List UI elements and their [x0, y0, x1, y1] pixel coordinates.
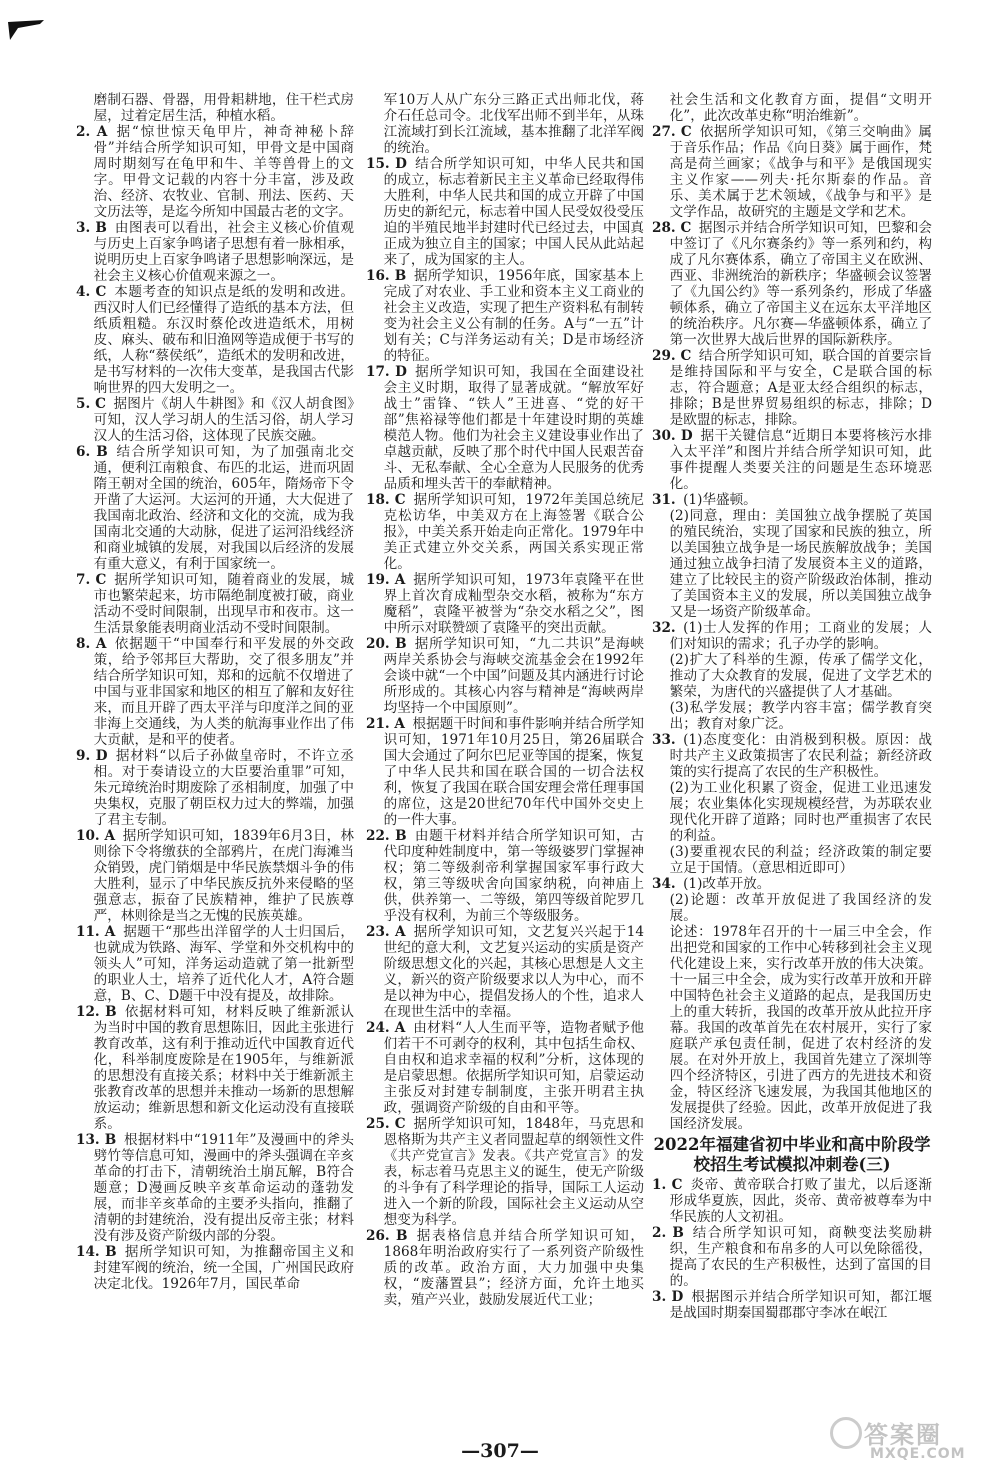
answer-item: [652, 1177, 932, 1225]
column-3: [652, 92, 932, 1321]
answer-label: 22. B: [366, 828, 407, 844]
answer-text: 依据材料可知，材料反映了维新派认为当时中国的教育思想陈旧，因此主张进行教育改革，这有利于推动近代中国教育近代化，科举制度废除是在1905年，与维新派的思想没有直接关系；材料中关于维新派主张教育改革的思想并未推动一场新的思想解放运动；维新思想和新文化运动没有直接联系。: [93, 1004, 355, 1132]
answer-text: 由图表可以看出，社会主义核心价值观与历史上百家争鸣诸子思想有着一脉相承，说明历史上百家争鸣诸子思想影响深远，是社会主义核心价值观来源之一。: [93, 220, 354, 284]
answer-item: [652, 876, 932, 892]
answer-item: [366, 636, 644, 716]
answer-text: 结合所学知识可知，中华人民共和国的成立，标志着新民主主义革命已经取得伟大胜利，中华人民共和国的成立开辟了中国历史的新纪元，标志着中国人民受奴役受压迫的半殖民地半封建时代已经过去，中国真正成为独立自主的国家；中国人民从此站起来了，成为国家的主人。: [383, 156, 645, 268]
answer-text: (1)士人发挥的作用；工商业的发展；人们对知识的需求；孔子办学的影响。: [669, 620, 932, 652]
watermark-logo: [830, 1415, 990, 1465]
answer-text: 根据题干时间和事件影响并结合所学知识可知，1971年10月25日，第26届联合国大会通过了阿尔巴尼亚等国的提案，恢复了中华人民共和国在联合国的一切合法权利，恢复了我国在联合国安理会常任理事国的席位，这是20世纪70年代中国外交史上的一件大事。: [383, 716, 645, 828]
answer-label: 32.: [652, 620, 676, 636]
answer-label: 19. A: [366, 572, 406, 588]
answer-text: 由材料“人人生而平等，造物者赋予他们若干不可剥夺的权利，其中包括生命权、自由权和追求幸福的权利”分析，这体现的是启蒙思想。依据所学知识可知，启蒙运动主张反对封建专制制度，主张开明君主执政，强调资产阶级的自由和平等。: [383, 1020, 644, 1116]
answer-text: 据所学知识可知，随着商业的发展，城市也繁荣起来，坊市隔绝制度被打破，商业活动不受时间限制，出现早市和夜市。这一生活景象能表明商业活动不受时间限制。: [93, 572, 354, 636]
answer-item: [76, 1004, 354, 1132]
answer-text: 据图片《胡人牛耕图》和《汉人胡食图》可知，汉人学习胡人的生活习俗，胡人学习汉人的生活习俗，这体现了民族交融。: [93, 396, 354, 444]
answer-item: [366, 716, 644, 828]
answer-label: 4. C: [76, 284, 107, 300]
answer-text: 据材料“以后子孙做皇帝时，不许立丞相。对于奏请设立的大臣要治重罪”可知，朱元璋统治时期废除了丞相制度，加强了中央集权，克服了朝臣权力过大的弊端，加强了君主专制。: [93, 748, 355, 828]
answer-label: 8. A: [76, 636, 107, 652]
column-1: [76, 92, 354, 1292]
watermark-brand: 答案圈: [864, 1421, 942, 1449]
answer-item: [652, 620, 932, 652]
answer-label: 34.: [652, 876, 676, 892]
answer-label: 14. B: [76, 1244, 117, 1260]
answer-subpart: (2)论题：改革开放促进了我国经济的发展。: [669, 892, 932, 924]
answer-label: 6. B: [76, 444, 108, 460]
answer-item: [366, 572, 644, 636]
answer-label: 5. C: [76, 396, 106, 412]
watermark-circle-icon: [830, 1417, 862, 1449]
answer-text: 依据题干“中国奉行和平发展的外交政策，给予邻邦巨大帮助，交了很多朋友”并结合所学知识可知，郑和的远航不仅增进了中国与亚非国家和地区的相互了解和友好往来，而且开辟了西太平洋与印度洋之间的亚非海上交通线，为人类的航海事业作出了伟大贡献，是和平的使者。: [93, 636, 354, 748]
answer-label: 27. C: [652, 124, 692, 140]
answer-label: 16. B: [366, 268, 407, 284]
answer-item: [76, 1244, 354, 1292]
answer-subpart: (2)扩大了科举的生源，传承了儒学文化，推动了大众教育的发展，促进了文学艺术的繁荣，为唐代的兴盛提供了人才基础。: [669, 652, 932, 700]
answer-text: 据所学知识可知，1973年袁隆平在世界上首次育成籼型杂交水稻，被称为“东方魔稻”，袁隆平被誉为“杂交水稻之父”，图中所示对联赞颂了袁隆平的突出贡献。: [383, 572, 644, 636]
answer-item: [76, 924, 354, 1004]
answer-label: 7. C: [76, 572, 107, 588]
answer-label: 17. D: [366, 364, 407, 380]
answer-label: 2. B: [652, 1225, 684, 1241]
answer-text: (1)华盛顿。: [683, 492, 757, 508]
answer-item: [652, 348, 932, 428]
answer-text: 据所学知识可知，文艺复兴兴起于14世纪的意大利，文艺复兴运动的实质是资产阶级思想文化的兴起，其核心思想是人文主义，新兴的资产阶级要求以人为中心，而不是以神为中心，提倡发扬人的个性，追求人在现世生活中的幸福。: [383, 924, 644, 1020]
answer-label: 33.: [652, 732, 676, 748]
answer-item: [76, 748, 354, 828]
answer-item: [366, 1228, 644, 1308]
answer-item: [76, 284, 354, 396]
answer-text: 据所学知识可知，1839年6月3日，林则徐下令将缴获的全部鸦片，在虎门海滩当众销毁，虎门销烟是中华民族禁烟斗争的伟大胜利，显示了中华民族反抗外来侵略的坚强意志，振奋了民族精神，维护了民族尊严，林则徐是当之无愧的民族英雄。: [93, 828, 354, 924]
answer-item: [366, 268, 644, 364]
answer-item: [652, 220, 932, 348]
answer-item: [76, 220, 354, 284]
answer-item: [76, 396, 354, 444]
answer-text: 炎帝、黄帝联合打败了蚩尤，以后逐渐形成华夏族，因此，炎帝、黄帝被尊奉为中华民族的人文初祖。: [669, 1177, 933, 1225]
answer-text: 据“惊世惊天龟甲片，神奇神秘卜辞骨”并结合所学知识可知，甲骨文是中国商周时期刻写在龟甲和牛、羊等兽骨上的文字。甲骨文记载的内容十分丰富，涉及政治、经济、农牧业、官制、刑法、医药、天文历法等，是迄今所知中国最古老的文字。: [93, 124, 354, 220]
answer-subpart: (3)要重视农民的利益；经济政策的制定要立足于国情。（意思相近即可）: [669, 844, 932, 876]
answer-item: [652, 428, 932, 492]
answer-label: 11. A: [76, 924, 116, 940]
answer-text: 据所学知识可知，1972年美国总统尼克松访华，中美双方在上海签署《联合公报》，中美关系开始走向正常化。1979年中美正式建立外交关系，两国关系实现正常化。: [383, 492, 644, 572]
answer-subpart: (3)私学发展；教学内容丰富；儒学教育突出；教育对象广泛。: [669, 700, 932, 732]
answer-text: 据所学知识可知，我国在全面建设社会主义时期，取得了显著成就。“解放军好战士”雷锋、“铁人”王进喜、“党的好干部”焦裕禄等他们都是十年建设时期的英雄模范人物。他们为社会主义建设事业作出了卓越贡献，反映了那个时代中国人民艰苦奋斗、无私奉献、全心全意为人民服务的优秀品质和埋头苦干的奉献精神。: [383, 364, 645, 492]
answer-item: [366, 1116, 644, 1228]
answer-label: 18. C: [366, 492, 406, 508]
answer-label: 20. B: [366, 636, 407, 652]
answer-item: [652, 492, 932, 508]
answer-item: [76, 572, 354, 636]
continued-text: 军10万人从广东分三路正式出师北伐，蒋介石任总司令。北伐军出师不到半年，从珠江流域打到长江流域，基本推翻了北洋军阀的统治。: [383, 92, 644, 156]
answer-label: 30. D: [652, 428, 693, 444]
continued-text: 磨制石器、骨器，用骨耜耕地，住干栏式房屋，过着定居生活，种植水稻。: [93, 92, 354, 124]
answer-text: 据所学知识可知，1848年，马克思和恩格斯为共产主义者同盟起草的纲领性文件《共产党宣言》发表。《共产党宣言》的发表，标志着马克思主义的诞生，使无产阶级的斗争有了科学理论的指导，国际工人运动进入一个新的阶段，国际社会主义运动从空想变为科学。: [383, 1116, 644, 1228]
answer-text: 据图示并结合所学知识可知，巴黎和会中签订了《凡尔赛条约》等一系列和约，构成了凡尔赛体系，确立了帝国主义在欧洲、西亚、非洲统治的新秩序；华盛顿会议签署了《九国公约》等一系列条约，形成了华盛顿体系，确立了帝国主义在远东太平洋地区的统治秩序。凡尔赛—华盛顿体系，确立了第一次世界大战后世界的国际新秩序。: [669, 220, 932, 348]
answer-label: 2. A: [76, 124, 108, 140]
answer-text: 结合所学知识可知，商鞅变法奖励耕织，生产粮食和布帛多的人可以免除徭役，提高了农民的生产积极性，达到了富国的目的。: [669, 1225, 933, 1289]
answer-item: [652, 732, 932, 780]
answer-text: 据干关键信息“近期日本要将核污水排入太平洋”和图片并结合所学知识可知，此事件提醒人类要关注的问题是生态环境恶化。: [669, 428, 933, 492]
answer-text: 本题考查的知识点是纸的发明和改进。西汉时人们已经懂得了造纸的基本方法，但纸质粗糙。东汉时蔡伦改进造纸术，用树皮、麻头、破布和旧渔网等造成便于书写的纸，人称“蔡侯纸”，造纸术的发明和改进，是书写材料的一次伟大变革，是我国古代影响世界的四大发明之一。: [93, 284, 354, 396]
answer-label: 23. A: [366, 924, 406, 940]
answer-text: 结合所学知识可知，为了加强南北交通，便利江南粮食、布匹的北运，进而巩固隋王朝对全国的统治，605年，隋炀帝下令开凿了大运河。大运河的开通，大大促进了我国南北政治、经济和文化的交流，成为我国南北交通的大动脉，促进了运河沿线经济和商业城镇的发展，对我国以后经济的发展有重大意义，有利于国家统一。: [93, 444, 354, 572]
answer-label: 1. C: [652, 1177, 683, 1193]
answer-text: 据题干“那些出洋留学的人士归国后，也就成为铁路、海军、学堂和外交机构中的领头人”可知，洋务运动造就了第一批新型的职业人士，培养了近代化人才，A符合题意，B、C、D题干中没有提及，故排除。: [93, 924, 354, 1004]
answer-text: (1)改革开放。: [683, 876, 771, 892]
answer-subpart: (2)为工业化积累了资金，促进工业迅速发展；农业集体化实现规模经营，为苏联农业现代化开辟了道路；同时也严重损害了农民的利益。: [669, 780, 932, 844]
continued-text: 社会生活和文化教育方面，提倡“文明开化”，此次改革史称“明治维新”。: [669, 92, 932, 124]
page-number: —307—: [461, 1440, 539, 1462]
answer-label: 3. B: [76, 220, 107, 236]
answer-text: 据所学知识可知，“九二共识”是海峡两岸关系协会与海峡交流基金会在1992年会谈中就“一个中国”问题及其内涵进行讨论所形成的。其核心内容与精神是“海峡两岸均坚持一个中国原则”。: [383, 636, 644, 716]
answer-text: 根据材料中“1911年”及漫画中的斧头劈竹等信息可知，漫画中的斧头强调在辛亥革命的打击下，清朝统治土崩瓦解，B符合题意；D漫画反映辛亥革命运动的蓬勃发展，而非辛亥革命的主要矛头指向，推翻了清朝的封建统治，没有提出反帝主张；材料没有涉及资产阶级内部的分裂。: [93, 1132, 354, 1244]
answer-item: [652, 1225, 932, 1289]
answer-item: [366, 924, 644, 1020]
answer-label: 25. C: [366, 1116, 406, 1132]
answer-subpart: 论述：1978年召开的十一届三中全会，作出把党和国家的工作中心转移到社会主义现代化建设上来，实行改革开放的伟大决策。十一届三中全会，成为实行改革开放和开辟中国特色社会主义道路的起点，是我国历史上的重大转折，我国的改革开放从此拉开序幕。我国的改革首先在农村展开，实行了家庭联产承包责任制，促进了农村经济的发展。在对外开放上，我国首先建立了深圳等四个经济特区，引进了西方的先进技术和资金，特区经济飞速发展，为我国其他地区的发展提供了经验。因此，改革开放促进了我国经济发展。: [669, 924, 932, 1132]
answer-item: [652, 1289, 932, 1321]
answer-label: 28. C: [652, 220, 692, 236]
answer-label: 26. B: [366, 1228, 408, 1244]
answer-label: 10. A: [76, 828, 116, 844]
answer-item: [76, 1132, 354, 1244]
answer-subpart: (2)同意，理由：美国独立战争摆脱了英国的殖民统治，实现了国家和民族的独立，所以美国独立战争是一场民族解放战争；美国通过独立战争扫清了发展资本主义的道路，建立了比较民主的资产阶级政治体制，推动了美国资本主义的发展，所以美国独立战争又是一场资产阶级革命。: [669, 508, 932, 620]
answer-text: 结合所学知识可知，联合国的首要宗旨是维持国际和平与安全，C是联合国的标志，符合题意；A是亚太经合组织的标志，排除；B是世界贸易组织的标志，排除；D是欧盟的标志，排除。: [669, 348, 932, 428]
answer-item: [76, 636, 354, 748]
answer-item: [366, 1020, 644, 1116]
answer-label: 21. A: [366, 716, 405, 732]
answer-text: 据所学知识可知，为推翻帝国主义和封建军阀的统治，统一全国，广州国民政府决定北伐。1926年7月，国民革命: [93, 1244, 355, 1292]
answer-text: 据表格信息并结合所学知识可知，1868年明治政府实行了一系列资产阶级性质的改革。政治方面，大力加强中央集权，“废藩置县”；经济方面，允许土地买卖，殖产兴业，鼓励发展近代工业；: [383, 1228, 644, 1308]
answer-label: 13. B: [76, 1132, 117, 1148]
answer-label: 31.: [652, 492, 676, 508]
answer-item: [76, 444, 354, 572]
answer-label: 12. B: [76, 1004, 117, 1020]
answer-item: [366, 156, 644, 268]
section-heading: 2022年福建省初中毕业和高中阶段学校招生考试模拟冲刺卷(三): [653, 1135, 931, 1174]
answer-text: (1)态度变化：由消极到积极。原因：战时共产主义政策损害了农民利益；新经济政策的实行提高了农民的生产积极性。: [669, 732, 932, 780]
answer-item: [366, 492, 644, 572]
answer-text: 由题干材料并结合所学知识可知，古代印度种姓制度中，第一等级婆罗门掌握神权；第二等级刹帝利掌握国家军事行政大权，第三等级吠舍向国家纳税，向神庙上供，供养第一、二等级，第四等级首陀罗几乎没有权利，为前三个等级服务。: [383, 828, 645, 924]
answer-item: [76, 124, 354, 220]
answer-item: [76, 828, 354, 924]
answer-label: 24. A: [366, 1020, 406, 1036]
answer-item: [652, 124, 932, 220]
answer-label: 3. D: [652, 1289, 684, 1305]
answer-label: 29. C: [652, 348, 692, 364]
answer-text: 依据所学知识可知，《第三交响曲》属于音乐作品；作品《向日葵》属于画作，梵高是荷兰画家；《战争与和平》是俄国现实主义作家——列夫·托尔斯泰的作品。音乐、美术属于艺术领域，《战争与和平》是文学作品，故研究的主题是文学和艺术。: [669, 124, 933, 220]
watermark-site: MXQE.COM: [870, 1446, 966, 1462]
scan-corner-mark: [6, 18, 46, 42]
answer-item: [366, 364, 644, 492]
answer-label: 15. D: [366, 156, 407, 172]
answer-text: 根据图示并结合所学知识可知，都江堰是战国时期秦国蜀郡郡守李冰在岷江: [669, 1289, 932, 1321]
answer-label: 9. D: [76, 748, 108, 764]
answer-text: 据所学知识，1956年底，国家基本上完成了对农业、手工业和资本主义工商业的社会主义改造，实现了把生产资料私有制转变为社会主义公有制的任务。A与“一五”计划有关；C与洋务运动有关；D是市场经济的特征。: [383, 268, 644, 364]
answer-item: [366, 828, 644, 924]
column-2: [366, 92, 644, 1308]
